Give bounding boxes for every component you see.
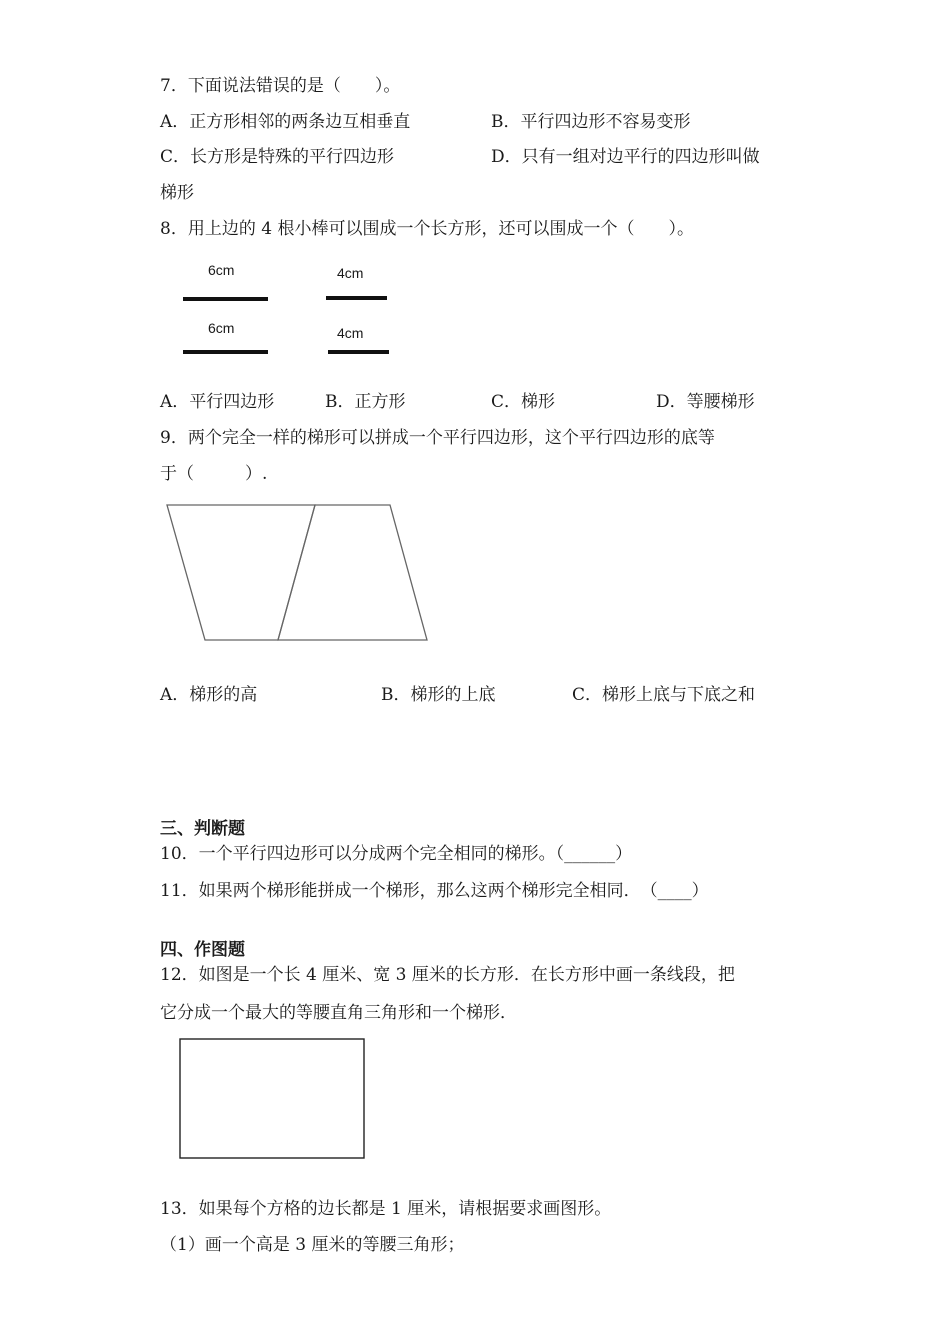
stick-label-4: 4cm [337, 325, 364, 341]
trapezoid-right [278, 505, 427, 640]
q11: 11．如果两个梯形能拼成一个梯形，那么这两个梯形完全相同． （____） [160, 881, 709, 901]
q9-stem-line1: 9．两个完全一样的梯形可以拼成一个平行四边形，这个平行四边形的底等 [160, 428, 715, 448]
stick-1 [183, 297, 268, 301]
q8-option-a: A．平行四边形 [160, 392, 275, 412]
two-trapezoids-figure [160, 500, 435, 645]
rectangle-figure [178, 1037, 368, 1161]
q10: 10．一个平行四边形可以分成两个完全相同的梯形。（______） [160, 844, 633, 864]
q7-option-b: B．平行四边形不容易变形 [491, 112, 691, 132]
q7-stem: 7．下面说法错误的是（ ）。 [160, 76, 401, 96]
stick-4 [328, 350, 389, 354]
q7-option-a: A．正方形相邻的两条边互相垂直 [160, 112, 411, 132]
q12-line1: 12．如图是一个长 4 厘米、宽 3 厘米的长方形．在长方形中画一条线段，把 [160, 965, 735, 985]
q9-option-a: A．梯形的高 [160, 685, 258, 705]
q8-stem: 8．用上边的 4 根小棒可以围成一个长方形，还可以围成一个（ ）。 [160, 219, 694, 239]
q8-option-b: B．正方形 [325, 392, 406, 412]
rectangle-4x3 [180, 1039, 364, 1158]
q12-line2: 它分成一个最大的等腰直角三角形和一个梯形． [160, 1003, 517, 1023]
stick-2 [183, 350, 268, 354]
q7-option-d: D．只有一组对边平行的四边形叫做 [491, 147, 760, 167]
stick-label-2: 6cm [208, 320, 235, 336]
section4-title: 四、作图题 [160, 940, 245, 960]
q7-option-c: C．长方形是特殊的平行四边形 [160, 147, 395, 167]
trapezoid-left [167, 505, 315, 640]
q7-option-d-cont: 梯形 [160, 183, 194, 203]
stick-label-3: 4cm [337, 265, 364, 281]
q8-option-c: C．梯形 [491, 392, 556, 412]
q9-option-c: C．梯形上底与下底之和 [572, 685, 756, 705]
q9-stem-line2: 于（ ）. [160, 464, 268, 484]
stick-3 [326, 296, 387, 300]
q13: 13．如果每个方格的边长都是 1 厘米，请根据要求画图形。 [160, 1199, 612, 1219]
section3-title: 三、判断题 [160, 819, 245, 839]
q13-part1: （1）画一个高是 3 厘米的等腰三角形； [160, 1235, 465, 1255]
stick-label-1: 6cm [208, 262, 235, 278]
q9-option-b: B．梯形的上底 [381, 685, 496, 705]
q8-option-d: D．等腰梯形 [656, 392, 755, 412]
